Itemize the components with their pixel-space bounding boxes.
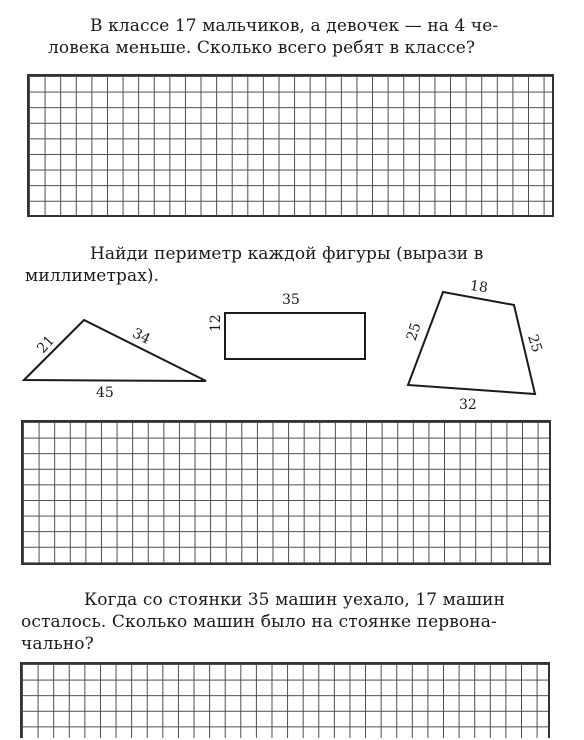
- rectangle-height-label: 12: [208, 314, 224, 332]
- trapezoid-bottom-label: 32: [459, 397, 477, 413]
- trapezoid-left-label: 25: [403, 320, 425, 343]
- task-3-line-3: чально?: [21, 634, 94, 654]
- task-2-line-2: миллиметрах).: [25, 266, 160, 286]
- trapezoid-right-label: 25: [524, 332, 545, 355]
- task-1-text: [48, 15, 578, 59]
- trapezoid-top-label: 18: [468, 277, 489, 297]
- trapezoid-figure: [404, 278, 545, 413]
- rectangle-width-label: 35: [282, 292, 300, 308]
- triangle-figure: [24, 320, 206, 401]
- answer-grid-2[interactable]: [21, 420, 551, 565]
- task-3-line-1: Когда со стоянки 35 машин уехало, 17 машин: [84, 590, 505, 610]
- task-3-line-2: осталось. Сколько машин было на стоянке первона-: [21, 612, 497, 632]
- triangle-base-label: 45: [96, 385, 114, 401]
- answer-grid-3[interactable]: [20, 662, 550, 738]
- task-2-line-1: Найди периметр каждой фигуры (вырази в: [90, 244, 484, 264]
- task-1-line-2: ловека меньше. Сколько всего ребят в классе?: [48, 38, 476, 58]
- task-3-text: [21, 589, 561, 655]
- task-1-line-1: В классе 17 мальчиков, а девочек — на 4 че-: [90, 16, 499, 36]
- triangle-side-left-label: 21: [34, 332, 59, 357]
- triangle-side-right-label: 34: [129, 325, 153, 348]
- answer-grid-1[interactable]: [27, 74, 554, 217]
- trapezoid-shape: [408, 292, 535, 394]
- rectangle-figure: [208, 292, 365, 359]
- rectangle-shape: [225, 313, 365, 359]
- figures-area: [0, 270, 584, 420]
